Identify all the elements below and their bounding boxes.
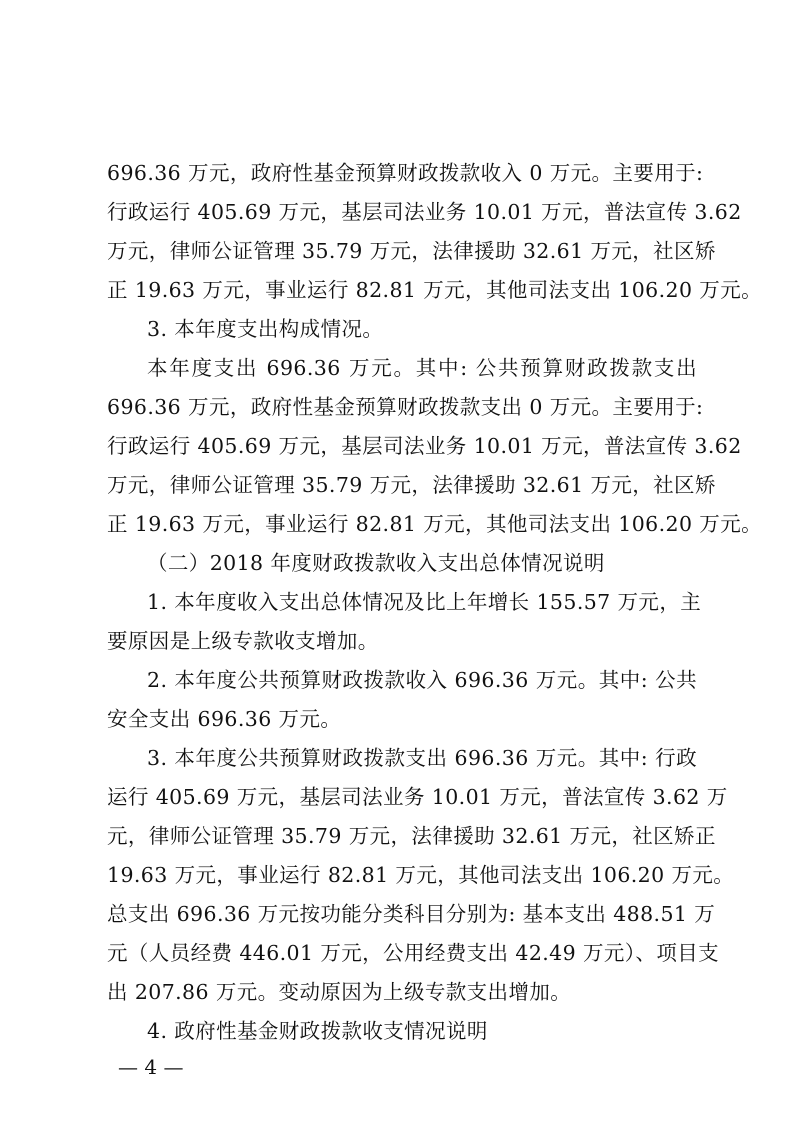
text-line: 安全支出 696.36 万元。 bbox=[107, 707, 342, 731]
text-line: 正 19.63 万元，事业运行 82.81 万元，其他司法支出 106.20 万元。 bbox=[107, 512, 763, 536]
text-line: 1. 本年度收入支出总体情况及比上年增长 155.57 万元，主 bbox=[147, 590, 702, 614]
section-heading: （二）2018 年度财政拨款收入支出总体情况说明 bbox=[147, 551, 605, 575]
text-line: 行政运行 405.69 万元，基层司法业务 10.01 万元，普法宣传 3.62 bbox=[107, 434, 742, 458]
text-line: 万元，律师公证管理 35.79 万元，法律援助 32.61 万元，社区矫 bbox=[107, 473, 716, 497]
text-line: 696.36 万元，政府性基金预算财政拨款收入 0 万元。主要用于: bbox=[107, 161, 704, 185]
text-line: 正 19.63 万元，事业运行 82.81 万元，其他司法支出 106.20 万元。 bbox=[107, 278, 763, 302]
text-line: 696.36 万元，政府性基金预算财政拨款支出 0 万元。主要用于: bbox=[107, 395, 704, 419]
section-heading: 3. 本年度支出构成情况。 bbox=[147, 317, 384, 341]
section-heading: 4. 政府性基金财政拨款收支情况说明 bbox=[147, 1019, 488, 1043]
text-line: 19.63 万元，事业运行 82.81 万元，其他司法支出 106.20 万元。 bbox=[107, 863, 735, 887]
text-line: 2. 本年度公共预算财政拨款收入 696.36 万元。其中: 公共 bbox=[147, 668, 697, 692]
text-line: 出 207.86 万元。变动原因为上级专款支出增加。 bbox=[107, 980, 572, 1004]
page-number: — 4 — bbox=[118, 1055, 184, 1079]
text-line: 3. 本年度公共预算财政拨款支出 696.36 万元。其中: 行政 bbox=[147, 746, 697, 770]
text-line: 总支出 696.36 万元按功能分类科目分别为: 基本支出 488.51 万 bbox=[107, 902, 716, 926]
text-line: 本年度支出 696.36 万元。其中: 公共预算财政拨款支出 bbox=[147, 356, 697, 380]
text-line: 万元，律师公证管理 35.79 万元，法律援助 32.61 万元，社区矫 bbox=[107, 239, 716, 263]
text-line: 行政运行 405.69 万元，基层司法业务 10.01 万元，普法宣传 3.62 bbox=[107, 200, 742, 224]
text-line: 运行 405.69 万元，基层司法业务 10.01 万元，普法宣传 3.62 万 bbox=[107, 785, 728, 809]
text-line: 要原因是上级专款收支增加。 bbox=[107, 629, 379, 653]
text-line: 元，律师公证管理 35.79 万元，法律援助 32.61 万元，社区矫正 bbox=[107, 824, 716, 848]
text-line: 元（人员经费 446.01 万元，公用经费支出 42.49 万元）、项目支 bbox=[107, 941, 720, 965]
